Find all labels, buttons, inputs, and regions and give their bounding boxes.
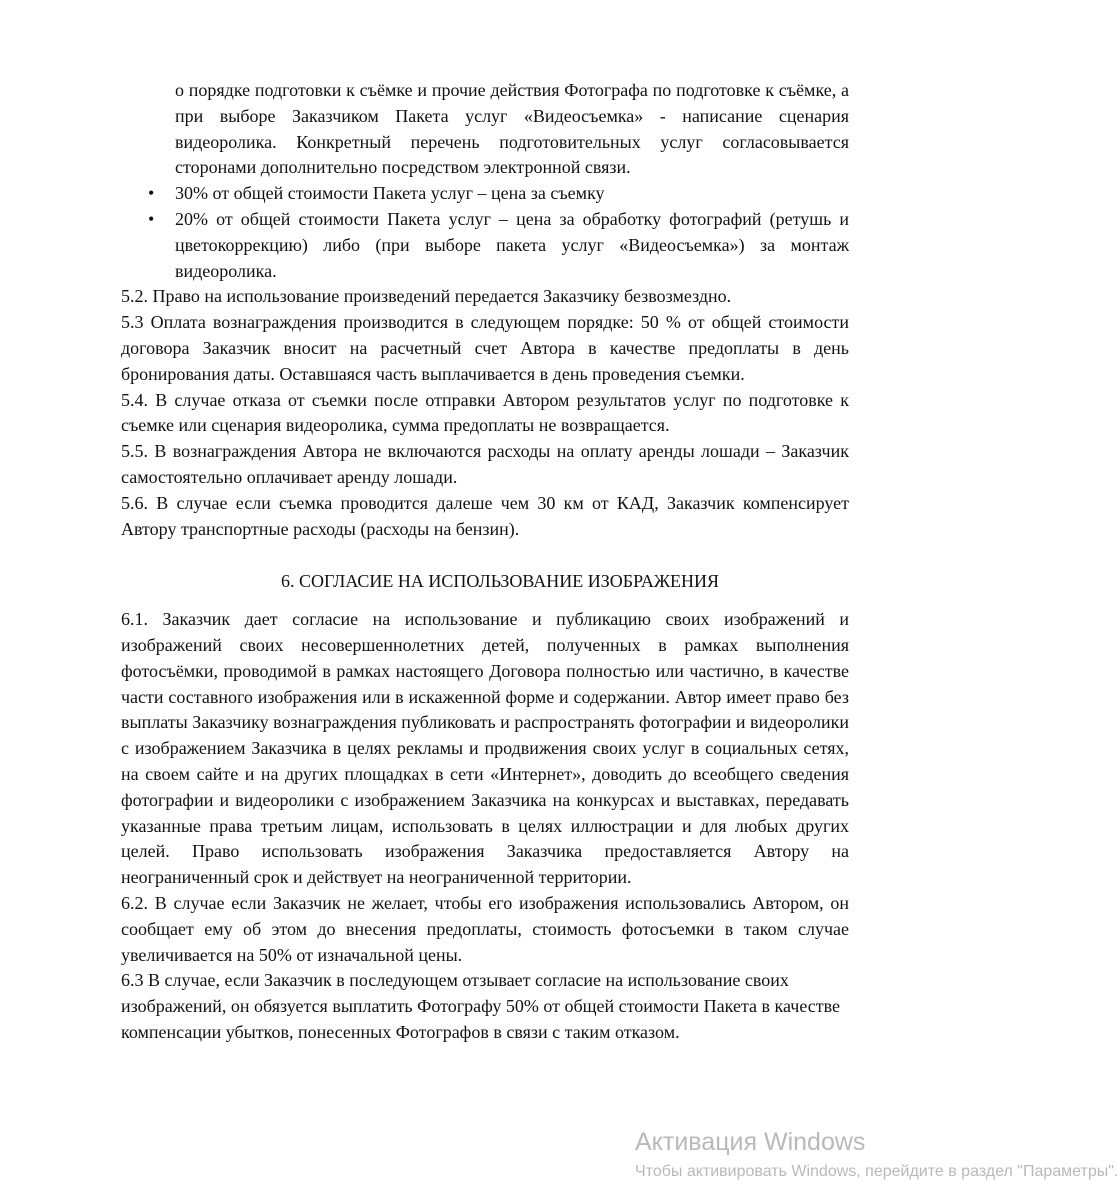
clause-6-3: 6.3 В случае, если Заказчик в последующем отзывает согласие на использование своих изображений, он обязуется выплатить Фотографу 50% от общей стоимости Пакета в качестве компенсации убытков, понесенных Фотографов в связи с таким отказом. bbox=[121, 970, 840, 1042]
clause-6-1: 6.1. Заказчик дает согласие на использование и публикацию своих изображений и изображений своих несовершеннолетних детей, полученных в рамках выполнения фотосъёмки, проводимой в рамках настоящего Договора полностью или частично, в качестве части составного изображения или в искаженной форме и содержании. Автор имеет право без выплаты Заказчику вознаграждения публиковать и распространять фотографии и видеоролики с изображением Заказчика в целях рекламы и продвижения своих услуг в социальных сетях, на своем сайте и на других площадках в сети «Интернет», доводить до всеобщего сведения фотографии и видеоролики с изображением Заказчика на конкурсах и выставках, передавать указанные права третьим лицам, использовать в целях иллюстрации и для любых других целей. Право использовать изображения Заказчика предоставляется Автору на неограниченный срок и действует на неограниченной территории. bbox=[121, 609, 849, 888]
bullet-text: 20% от общей стоимости Пакета услуг – цена за обработку фотографий (ретушь и цветокоррекцию) либо (при выборе пакета услуг «Видеосъемка») за монтаж видеоролика. bbox=[175, 208, 849, 281]
clause-5-4: 5.4. В случае отказа от съемки после отправки Автором результатов услуг по подготовке к съемке или сценария видеоролика, сумма предоплаты не возвращается. bbox=[121, 389, 849, 436]
windows-activation-watermark bbox=[635, 1126, 1118, 1182]
clause-6-2: 6.2. В случае если Заказчик не желает, чтобы его изображения использовались Автором, он сообщает ему об этом до внесения предоплаты, стоимость фотосъемки в таком случае увеличивается на 50% от изначальной цены. bbox=[121, 892, 849, 965]
clause-5-3: 5.3 Оплата вознаграждения производится в следующем порядке: 50 % от общей стоимости договора Заказчик вносит на расчетный счет Автора в качестве предоплаты в день бронирования даты. Оставшаяся часть выплачивается в день проведения съемки. bbox=[121, 312, 849, 384]
watermark-subtitle: Чтобы активировать Windows, перейдите в раздел "Параметры". bbox=[635, 1163, 1118, 1180]
clause-5-6: 5.6. В случае если съемка проводится далеше чем 30 км от КАД, Заказчик компенсирует Автору транспортные расходы (расходы на бензин). bbox=[121, 492, 849, 539]
bullet-icon: • bbox=[148, 183, 155, 204]
section6-heading: 6. СОГЛАСИЕ НА ИСПОЛЬЗОВАНИЕ ИЗОБРАЖЕНИЯ bbox=[281, 571, 719, 592]
document-page bbox=[121, 78, 849, 1046]
bullet-text: 30% от общей стоимости Пакета услуг – цена за съемку bbox=[175, 183, 605, 204]
section5-intro-continuation: о порядке подготовки к съёмке и прочие действия Фотографа по подготовке к съёмке, а при выборе Заказчиком Пакета услуг «Видеосъемка» - написание сценария видеоролика. Конкретный перечень подготовительных услуг согласовывается сторонами дополнительно посредством электронной связи. bbox=[175, 80, 849, 178]
bullet-item-processing bbox=[121, 207, 849, 284]
bullet-icon: • bbox=[148, 208, 155, 229]
watermark-title: Активация Windows bbox=[635, 1128, 866, 1156]
bullet-item-shooting bbox=[121, 181, 849, 207]
clause-5-2: 5.2. Право на использование произведений передается Заказчику безвозмездно. bbox=[121, 286, 732, 307]
clause-5-5: 5.5. В вознаграждения Автора не включаются расходы на оплату аренды лошади – Заказчик самостоятельно оплачивает аренду лошади. bbox=[121, 441, 849, 487]
payment-bullet-list bbox=[121, 181, 849, 284]
